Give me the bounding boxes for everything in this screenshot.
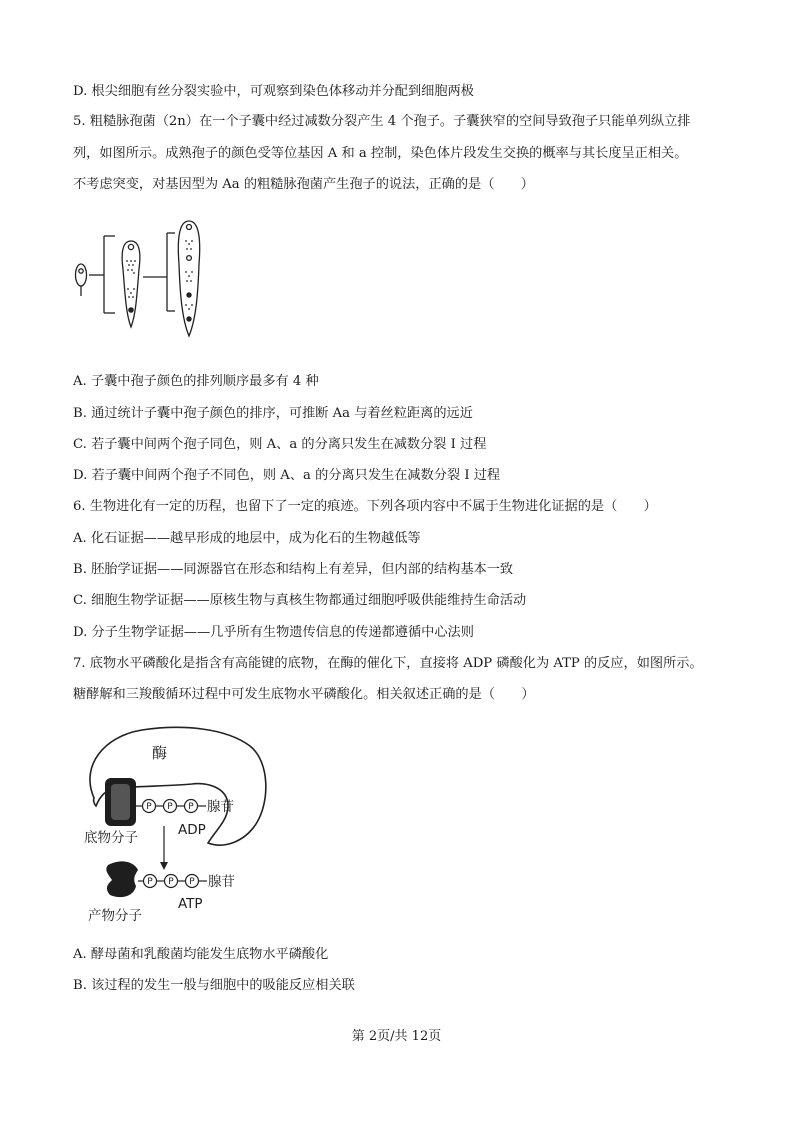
adenosine-label-top: 腺苷 <box>207 799 234 815</box>
q7-stem-line-2: 糖酵解和三羧酸循环过程中可发生底物水平磷酸化。相关叙述正确的是（ ） <box>73 687 535 702</box>
q7-stem-line-1: 7. 底物水平磷酸化是指含有高能键的底物，在酶的催化下，直接将 ADP 磷酸化为 ATP 的反应，如图所示。 <box>73 656 703 671</box>
q7-option-b: B. 该过程的发生一般与细胞中的吸能反应相关联 <box>73 978 355 993</box>
product-molecule-shape <box>106 861 138 897</box>
q6-option-d: D. 分子生物学证据——几乎所有生物遗传信息的传递都遵循中心法则 <box>73 625 474 640</box>
adenosine-label-bottom: 腺苷 <box>208 874 235 890</box>
q5-option-b: B. 通过统计子囊中孢子颜色的排序，可推断 Aa 与着丝粒距离的远近 <box>73 406 473 421</box>
adp-label: ADP <box>178 822 206 838</box>
q5-stem-line-1: 5. 粗糙脉孢菌（2n）在一个子囊中经过减数分裂产生 4 个孢子。子囊狭窄的空间导致孢子只能单列纵立排 <box>73 114 691 129</box>
q6-option-a: A. 化石证据——越早形成的地层中，成为化石的生物越低等 <box>73 531 421 546</box>
q6-option-b: B. 胚胎学证据——同源器官在形态和结构上有差异，但内部的结构基本一致 <box>73 562 514 577</box>
q6-option-c: C. 细胞生物学证据——原核生物与真核生物都通过细胞呼吸供能维持生命活动 <box>73 593 527 608</box>
phosphate-label: P <box>188 802 194 812</box>
page-footer: 第 2页/共 12页 <box>351 1029 442 1044</box>
q4-option-d: D. 根尖细胞有丝分裂实验中，可观察到染色体移动并分配到细胞两极 <box>73 84 474 99</box>
phosphate-label: P <box>147 877 153 887</box>
q5-option-c: C. 若子囊中间两个孢子同色，则 A、a 的分离只发生在减数分裂 Ⅰ 过程 <box>73 437 487 452</box>
q5-stem-line-2: 列，如图所示。成熟孢子的颜色受等位基因 A 和 a 控制，染色体片段发生交换的概率与其长度呈正相关。 <box>73 146 688 161</box>
phosphate-label: P <box>189 877 195 887</box>
q5-option-a: A. 子囊中孢子颜色的排列顺序最多有 4 种 <box>73 374 319 389</box>
phosphate-label: P <box>167 802 173 812</box>
product-label: 产物分子 <box>88 908 142 924</box>
ascus-spore-diagram <box>68 214 218 340</box>
q6-stem: 6. 生物进化有一定的历程，也留下了一定的痕迹。下列各项内容中不属于生物进化证据的是（ ） <box>73 499 657 514</box>
atp-label: ATP <box>178 896 203 912</box>
enzyme-label: 酶 <box>152 744 168 762</box>
substrate-phosphorylation-diagram <box>78 722 268 924</box>
q5-stem-line-3: 不考虑突变，对基因型为 Aa 的粗糙脉孢菌产生孢子的说法，正确的是（ ） <box>73 177 534 192</box>
phosphate-label: P <box>146 802 152 812</box>
q7-option-a: A. 酵母菌和乳酸菌均能发生底物水平磷酸化 <box>73 947 329 962</box>
phosphate-label: P <box>168 877 174 887</box>
substrate-label: 底物分子 <box>84 830 138 846</box>
q5-option-d: D. 若子囊中间两个孢子不同色，则 A、a 的分离只发生在减数分裂 Ⅰ 过程 <box>73 468 501 483</box>
